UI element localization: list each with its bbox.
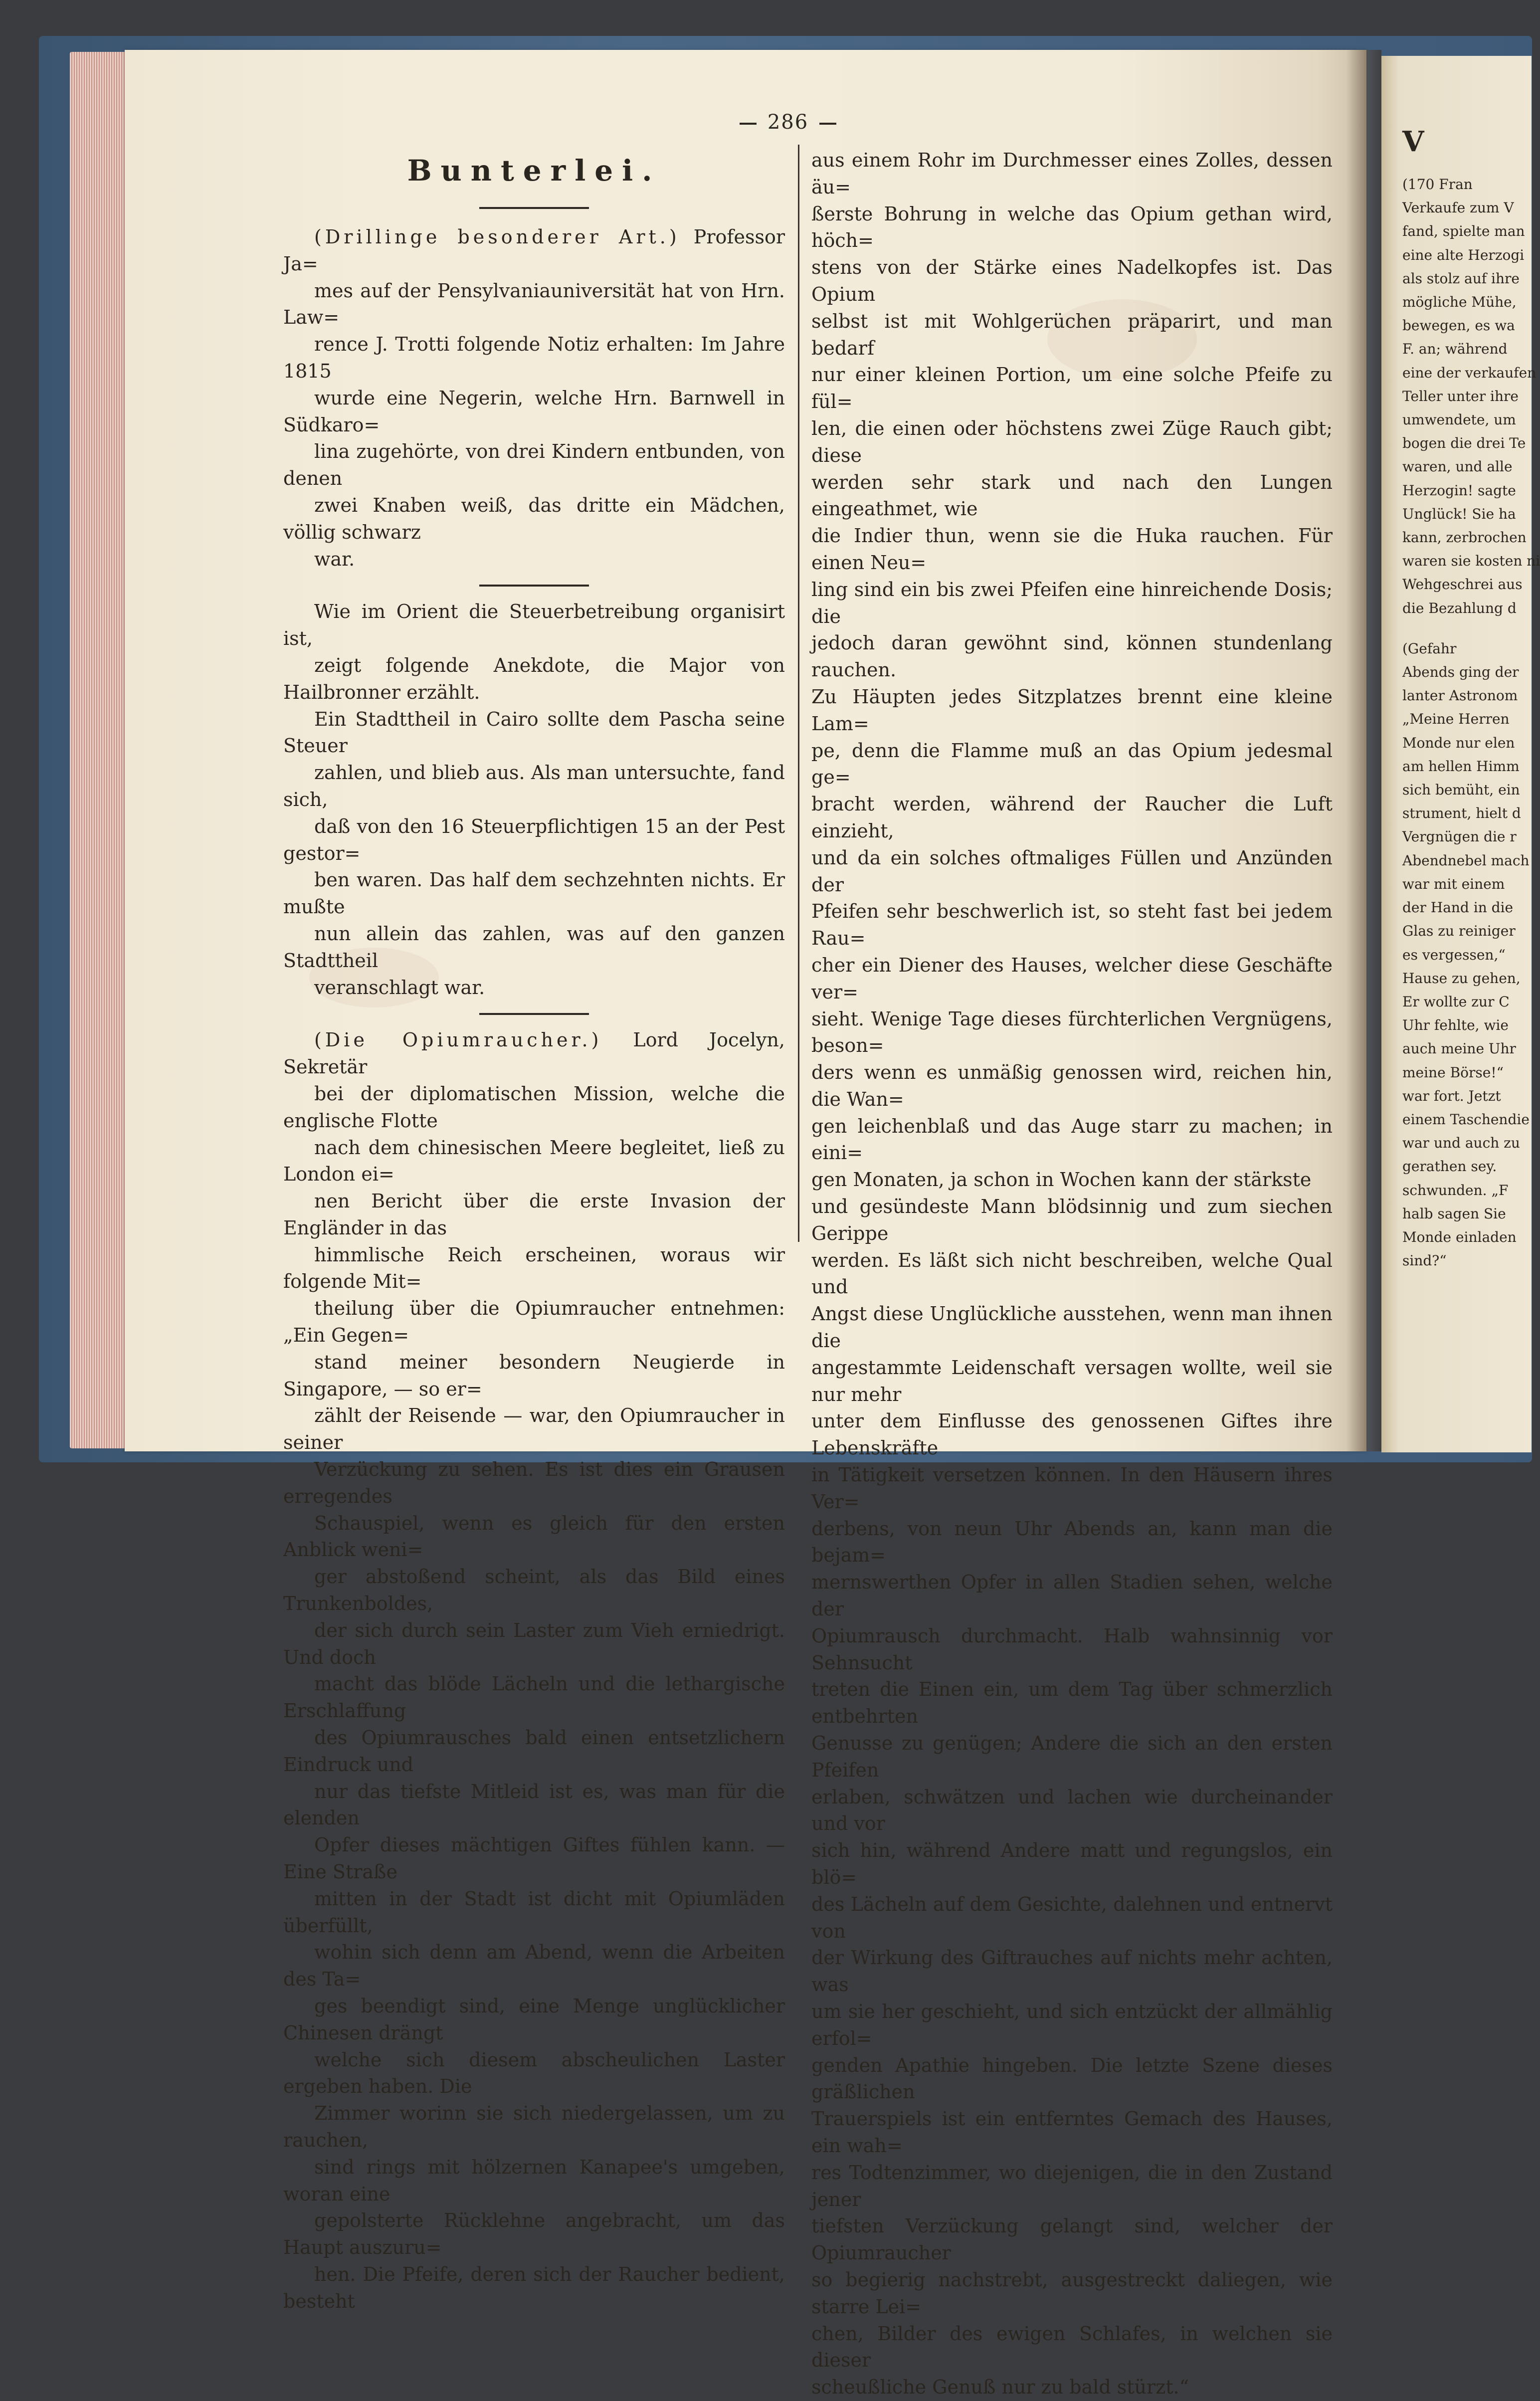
text-line: wurde eine Negerin, welche Hrn. Barnwell in Südkaro= [283, 387, 785, 436]
text-line: nur einer kleinen Portion, um eine solche Pfeife zu fül= [811, 364, 1333, 413]
text-line: Pfeifen sehr beschwerlich ist, so steht fast bei jedem Rau= [811, 900, 1333, 950]
fragment-line: war und auch zu [1402, 1135, 1520, 1152]
text-line: rence J. Trotti folgende Notiz erhalten: Im Jahre 1815 [283, 333, 785, 382]
dash-left [740, 123, 757, 125]
text-line: len, die einen oder höchstens zwei Züge Rauch gibt; diese [811, 417, 1333, 466]
text-line: bracht werden, während der Raucher die Luft einzieht, [811, 793, 1333, 842]
fragment-article-a [1402, 173, 1540, 620]
text-line: aus einem Rohr im Durchmesser eines Zolles, dessen äu= [811, 149, 1333, 198]
text-line: ling sind ein bis zwei Pfeifen eine hinreichende Dosis; die [811, 578, 1333, 627]
text-line: Ein Stadttheil in Cairo sollte dem Pascha seine Steuer [283, 708, 785, 757]
text-line: nen Bericht über die erste Invasion der Engländer in das [283, 1190, 785, 1239]
text-line: zahlen, und blieb aus. Als man untersuchte, fand sich, [283, 762, 785, 810]
fragment-line: umwendete, um [1402, 411, 1516, 428]
article-title: (Drillinge besonderer Art.) [314, 226, 680, 248]
text-line: Genusse zu genügen; Andere die sich an den ersten Pfeifen [811, 1732, 1333, 1781]
text-line: Verzückung zu sehen. Es ist dies ein Grausen erregendes [283, 1458, 785, 1507]
text-line: derbens, von neun Uhr Abends an, kann man die bejam= [811, 1517, 1333, 1567]
text-line: tiefsten Verzückung gelangt sind, welcher der Opiumraucher [811, 2215, 1333, 2264]
text-line: macht das blöde Lächeln und die lethargische Erschlaffung [283, 1673, 785, 1722]
text-line: erlaben, schwätzen und lachen wie durcheinander und vor [811, 1786, 1333, 1835]
text-line: des Opiumrausches bald einen entsetzlichern Eindruck und [283, 1727, 785, 1776]
fragment-line: halb sagen Sie [1402, 1205, 1506, 1222]
fragment-line: waren sie kosten ni [1402, 553, 1540, 570]
fragment-line: Monde nur elen [1402, 734, 1515, 751]
left-column [283, 147, 785, 2315]
text-line: stens von der Stärke eines Nadelkopfes ist. Das Opium [811, 256, 1333, 305]
text-line: des Lächeln auf dem Gesichte, dalehnen und entnervt von [811, 1893, 1333, 1942]
text-line: ßerste Bohrung in welche das Opium gethan wird, höch= [811, 202, 1333, 252]
text-line: bei der diplomatischen Mission, welche die englische Flotte [283, 1082, 785, 1132]
text-line: cher ein Diener des Hauses, welcher diese Geschäfte ver= [811, 954, 1333, 1003]
text-line: zeigt folgende Anekdote, die Major von Hailbronner erzählt. [283, 654, 785, 703]
fragment-line: die Bezahlung d [1402, 600, 1517, 616]
fragment-line: mögliche Mühe, [1402, 294, 1517, 311]
text-line: zwei Knaben weiß, das dritte ein Mädchen, völlig schwarz [283, 494, 785, 543]
page-edges [70, 52, 130, 1448]
text-line: ben waren. Das half dem sechzehnten nichts. Er mußte [283, 869, 785, 918]
text-line: daß von den 16 Steuerpflichtigen 15 an der Pest gestor= [283, 815, 785, 864]
fragment-line: Herzogin! sagte [1402, 482, 1516, 499]
fragment-article-b [1402, 637, 1532, 1272]
text-line: so begierig nachstrebt, ausgestreckt daliegen, wie starre Lei= [811, 2268, 1333, 2318]
fragment-line: meine Börse!“ [1402, 1064, 1504, 1081]
fragment-line: Wehgeschrei aus [1402, 576, 1523, 593]
text-line: unter dem Einflusse des genossenen Giftes ihre Lebenskräfte [811, 1410, 1333, 1459]
fragment-line: (170 Fran [1402, 176, 1473, 193]
book-gutter [1347, 50, 1381, 1451]
fragment-line: sind?“ [1402, 1252, 1447, 1269]
text-line: wohin sich denn am Abend, wenn die Arbeiten des Ta= [283, 1941, 785, 1991]
text-line: Angst diese Unglückliche ausstehen, wenn man ihnen die [811, 1303, 1333, 1352]
fragment-line: eine der verkaufen [1402, 364, 1537, 381]
page-number-text: 286 [767, 111, 809, 134]
fragment-line: Vergnügen die r [1402, 828, 1517, 845]
text-line: und gesündeste Mann blödsinnig und zum siechen Gerippe [811, 1196, 1333, 1244]
text-line: gen Monaten, ja schon in Wochen kann der stärkste [811, 1169, 1312, 1191]
text-line: jedoch daran gewöhnt sind, können stundenlang rauchen. [811, 632, 1333, 681]
fragment-line: Hause zu gehen, [1402, 970, 1521, 987]
text-line: sich hin, während Andere matt und regungslos, ein blö= [811, 1839, 1333, 1888]
fragment-line: sich bemüht, ein [1402, 782, 1520, 799]
text-line: Professor Ja= [283, 226, 785, 275]
article-steuer [283, 599, 785, 1001]
text-line: ders wenn es unmäßig genossen wird, reichen hin, die Wan= [811, 1061, 1333, 1110]
text-line: treten die Einen ein, um dem Tag über schmerzlich entbehrten [811, 1678, 1333, 1728]
fragment-line: war fort. Jetzt [1402, 1087, 1501, 1104]
text-line: der Wirkung des Giftrauches auf nichts mehr achten, was [811, 1947, 1333, 1996]
text-line: sieht. Wenige Tage dieses fürchterlichen Vergnügens, beson= [811, 1007, 1333, 1057]
fragment-line: bogen die drei Te [1402, 435, 1526, 452]
text-line: die Indier thun, wenn sie die Huka rauchen. Für einen Neu= [811, 525, 1333, 574]
text-line: genden Apathie hingeben. Die letzte Szene dieses gräßlichen [811, 2054, 1333, 2103]
fragment-line: am hellen Himm [1402, 758, 1520, 775]
text-line: Opfer dieses mächtigen Giftes fühlen kann. — Eine Straße [283, 1834, 785, 1883]
right-column [811, 147, 1333, 2401]
text-line: werden. Es läßt sich nicht beschreiben, welche Qual und [811, 1249, 1333, 1298]
text-line: Trauerspiels ist ein entferntes Gemach des Hauses, ein wah= [811, 2108, 1333, 2157]
fragment-line: Er wollte zur C [1402, 993, 1510, 1010]
text-line: himmlische Reich erscheinen, woraus wir folgende Mit= [283, 1243, 785, 1293]
text-line: gen leichenblaß und das Auge starr zu machen; in eini= [811, 1115, 1333, 1164]
fragment-line: fand, spielte man [1402, 223, 1525, 240]
fragment-line: schwunden. „F [1402, 1182, 1509, 1199]
fragment-line: Abends ging der [1402, 664, 1519, 681]
fragment-line: Monde einladen [1402, 1228, 1517, 1245]
text-line: Zu Häupten jedes Sitzplatzes brennt eine kleine Lam= [811, 685, 1333, 735]
text-line: der sich durch sein Laster zum Vieh erniedrigt. Und doch [283, 1619, 785, 1668]
text-line: Opiumrausch durchmacht. Halb wahnsinnig vor Sehnsucht [811, 1624, 1333, 1674]
fragment-line: es vergessen,“ [1402, 946, 1506, 963]
text-line: in Tätigkeit versetzen können. In den Häusern ihres Ver= [811, 1464, 1333, 1513]
text-line: veranschlagt war. [314, 976, 485, 999]
separator-rule [479, 1013, 589, 1015]
page-number [713, 111, 863, 134]
next-page-heading-letter: V [1402, 125, 1424, 158]
text-line: ges beendigt sind, eine Menge unglücklicher Chinesen drängt [283, 1995, 785, 2044]
article-title: (Die Opiumraucher.) [314, 1029, 602, 1051]
fragment-line: Uhr fehlte, wie [1402, 1017, 1509, 1034]
text-line: lina zugehörte, von drei Kindern entbunden, von denen [283, 440, 785, 490]
text-line: um sie her geschieht, und sich entzückt der allmählig erfol= [811, 2000, 1333, 2049]
fragment-line: Unglück! Sie ha [1402, 505, 1516, 522]
text-line: Schauspiel, wenn es gleich für den ersten Anblick weni= [283, 1512, 785, 1561]
text-line: nach dem chinesischen Meere begleitet, ließ zu London ei= [283, 1136, 785, 1186]
fragment-line: F. an; während [1402, 341, 1508, 358]
text-line: welche sich diesem abscheulichen Laster ergeben haben. Die [283, 2048, 785, 2098]
text-line: mitten in der Stadt ist dicht mit Opiumläden überfüllt, [283, 1887, 785, 1937]
article-drillinge [283, 224, 785, 573]
next-page-fragment [1402, 124, 1540, 1272]
fragment-line: Abendnebel mach [1402, 852, 1530, 869]
fragment-line: bewegen, es wa [1402, 317, 1515, 334]
text-line: gepolsterte Rücklehne angebracht, um das Haupt auszuru= [283, 2209, 785, 2259]
text-line: sind rings mit hölzernen Kanapee's umgeben, woran eine [283, 2156, 785, 2205]
column-rule [798, 145, 799, 1242]
article-opiumraucher [283, 1027, 785, 2315]
fragment-line: Glas zu reiniger [1402, 923, 1516, 940]
fragment-line: kann, zerbrochen [1402, 529, 1527, 546]
fragment-line: als stolz auf ihre [1402, 270, 1520, 287]
text-line: mes auf der Pensylvaniauniversität hat von Hrn. Law= [283, 279, 785, 329]
section-heading: Bunterlei. [407, 154, 661, 188]
fragment-line: strument, hielt d [1402, 805, 1521, 822]
fragment-line: Verkaufe zum V [1402, 200, 1514, 216]
text-line: chen, Bilder des ewigen Schlafes, in welchen sie dieser [811, 2322, 1333, 2372]
text-line: werden sehr stark und nach den Lungen eingeathmet, wie [811, 471, 1333, 520]
text-line: war. [314, 548, 355, 570]
text-line: angestammte Leidenschaft versagen wollte, weil sie nur mehr [811, 1356, 1333, 1405]
text-line: und da ein solches oftmaliges Füllen und Anzünden der [811, 846, 1333, 896]
text-line: Lord Jocelyn, Sekretär [283, 1029, 785, 1078]
text-line: scheußliche Genuß nur zu bald stürzt.“ [811, 2376, 1189, 2399]
text-line: stand meiner besondern Neugierde in Singapore, — so er= [283, 1351, 785, 1400]
fragment-line: lanter Astronom [1402, 687, 1518, 704]
separator-rule [479, 207, 589, 209]
fragment-gap [1402, 620, 1532, 637]
fragment-line: gerathen sey. [1402, 1158, 1497, 1175]
dash-right [819, 123, 836, 125]
text-line: theilung über die Opiumraucher entnehmen: „Ein Gegen= [283, 1297, 785, 1347]
fragment-line: der Hand in die [1402, 899, 1514, 916]
fragment-line: (Gefahr [1402, 640, 1457, 657]
fragment-line: einem Taschendie [1402, 1111, 1530, 1128]
text-line: hen. Die Pfeife, deren sich der Raucher bedient, besteht [283, 2263, 785, 2312]
fragment-line: Teller unter ihre [1402, 388, 1519, 404]
text-line: nun allein das zahlen, was auf den ganzen Stadttheil [283, 922, 785, 972]
fragment-line: eine alte Herzogi [1402, 246, 1525, 263]
text-line: pe, denn die Flamme muß an das Opium jedesmal ge= [811, 739, 1333, 789]
text-line: nur das tiefste Mitleid ist es, was man für die elenden [283, 1780, 785, 1829]
fragment-line: waren, und alle [1402, 458, 1513, 475]
text-line: mernswerthen Opfer in allen Stadien sehen, welche der [811, 1571, 1333, 1620]
fragment-line: „Meine Herren [1402, 711, 1510, 728]
text-line: ger abstoßend scheint, als das Bild eines Trunkenboldes, [283, 1566, 785, 1615]
text-line: selbst ist mit Wohlgerüchen präparirt, und man bedarf [811, 310, 1333, 359]
text-line: res Todtenzimmer, wo diejenigen, die in den Zustand jener [811, 2161, 1333, 2210]
text-line: zählt der Reisende — war, den Opiumraucher in seiner [283, 1404, 785, 1454]
text-line: Wie im Orient die Steuerbetreibung organisirt ist, [283, 600, 785, 650]
text-line: Zimmer worinn sie sich niedergelassen, um zu rauchen, [283, 2102, 785, 2151]
separator-rule [479, 585, 589, 587]
fragment-line: auch meine Uhr [1402, 1040, 1516, 1057]
fragment-line: war mit einem [1402, 875, 1505, 892]
